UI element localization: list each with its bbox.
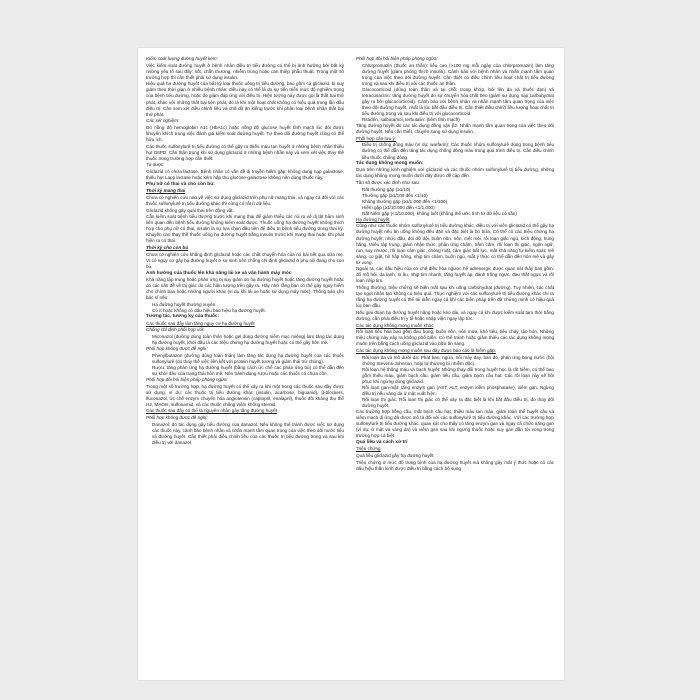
- list-item: • Rối loạn da và mô dưới da: Phát ban, ngứa, nổi mày đay, ban đỏ, phản ứng bọng nước (hội chứng Stevens-Johnson, hoại tử thượng bì nhiễm độc).: [362, 355, 554, 367]
- paragraph: Các thuốc sulfonylurê trị tiểu đường có thể gây ra thiếu máu tan huyết ở những bệnh nhân thiếu hụt G6PD. Cần thận trọng khi sử dụng gliclazid ở những bệnh nhân này và xem xét việc thay thế thuốc trong trường hợp cần thiết.: [146, 143, 344, 161]
- subsection-heading: Triệu chứng: [356, 446, 381, 452]
- list-item: • Rối loạn gan-mật: tăng enzym gan (AST, ALT, enzym kiềm phosphatase), viêm gan. Ngừng điều trị nếu vàng da ứ mật xuất hiện.: [362, 385, 554, 397]
- paragraph: Quá liều gliclazid gây hạ đường huyết.: [356, 453, 435, 459]
- bullet-list: [146, 334, 344, 346]
- list-item: • Glucocorticoid (dùng toàn thân và tại chỗ: trong khớp, bôi lên da và thuốc đạn) và tetracosactrin: tăng đường huyết do sự chuyển hóa chất béo (giảm sự dung nạp carbohydrat gây ra bởi glucocorticoid). Cảnh báo với bệnh nhân và nhấn mạnh tầm quan trọng của việc theo dõi đường huyết, nhất là lúc bắt đầu điều trị. Cần thiết điều chỉnh liều lượng hoạt chất trị tiểu đường trong và sau khi điều trị với glucocorticoid.: [362, 87, 554, 117]
- bullet-list: [146, 422, 344, 446]
- paragraph: Gliclazid có chứa lactose. Bệnh nhân có vấn đề di truyền hiếm gặp: không dung nạp galactose, thiếu hụt Lapp lactase hoặc kém hấp thu glucose-galactose không nên dùng thuốc này.: [146, 169, 344, 181]
- list-item: • Rối loạn thị giác: Rối loạn thị giác có thể xảy ra đặc biệt là khi bắt đầu điều trị, do thay đổi đường huyết.: [362, 397, 554, 409]
- list-item: • Chlorpromazin (thuốc an thần): liều cao (>100 mg mỗi ngày của chlorpromazin) làm tăng đường huyết (giảm phóng thích insulin). Cảnh báo với bệnh nhân và nhấn mạnh tầm quan trọng của việc theo dõi đường huyết. Cần thiết có điều chỉnh liều hoạt chất trị tiểu đường trong và sau khi điều trị với các thuốc an thần.: [362, 63, 554, 87]
- paragraph: Thông thường, triệu chứng sẽ biến mất sau khi uống carbohydrat (đường). Tuy nhiên, các chất tạo ngọt nhân tạo không có hiệu quả. Thực nghiệm với các sulfonylurê trị tiểu đường khác chỉ ra rằng hạ đường huyết có thể tái diễn ngay cả khi các biện pháp trên đã chứng minh có hiệu quả lúc ban đầu.: [356, 285, 554, 309]
- paragraph: Các trường hợp hồng cầu, mắt bạch cầu hạt, thiếu máu tan máu, giảm toàn thể huyết cầu và viêm mạch dị ứng đã được mô tả đối với các sulfonylurê trị tiểu đường khác. Với các trường hợp sulfonylurê trị tiểu đường khác, quan sát cho thấy có tăng enzym gan và ngay cả chức năng gan (vì dụ: ứ mật và vàng da) và viêm gan sau khi ngừng thuốc hoặc suy gan dẫn tới vong trong trường hợp cá biệt.: [356, 408, 554, 439]
- subsection-heading: Phối hợp không được đề nghị:: [146, 414, 208, 420]
- section-heading: Phụ nữ có thai và cho con bú:: [146, 181, 215, 187]
- paragraph: Gliclazid không gây quái thai trên động vật.: [146, 207, 234, 213]
- paragraph: Nếu giai đoạn hạ đường huyết nặng hoặc kéo dài, và ngay cả khi được kiểm soát tạm thời bằng đường, cần phải điều trị y tế hoặc nhập viện ngay lập tức.: [356, 309, 554, 321]
- bullet-list: [146, 302, 344, 314]
- paragraph: Tăng đường huyết do các tác dụng đồng vận β2. Nhấn mạnh tầm quan trọng của việc theo dõi đường huyết. Nếu cần thiết, chuyển sang sử dụng insulin.: [356, 123, 554, 135]
- left-column: [146, 56, 344, 672]
- list-item: • Rất thường gặp (≥1/10): [362, 187, 554, 193]
- list-item: • Phenylbutazon (đường dùng toàn thân) làm tăng tác dụng hạ đường huyết của các thuốc sulfonylurê (do thay thế việc liên kết với protein huyết tương và giảm thải trừ chúng).: [152, 353, 344, 365]
- bullet-list: [356, 187, 554, 217]
- list-item: • Hạ đường huyết thường xuyên.: [152, 302, 344, 308]
- paragraph: Tần số được xác định như sau:: [356, 179, 421, 185]
- paragraph: Hiệu quả hạ đường huyết của bất kỳ loại thuốc uống trị tiểu đường, bao gồm cả gliclazid, bị suy giảm theo thời gian ở nhiều bệnh nhân: điều này có thể là do sự tiến triển mức độ nghiêm trọng của bệnh tiểu đường, hoặc do giảm đáp ứng với điều trị. Hiện tượng này được gọi là thất bại thứ phát, khác với những thất bại tiên phát, đó là khi một hoạt chất không có hiệu quả trong lần đầu điều trị. Cần xem xét điều chỉnh liều và chế độ ăn kiêng trước khi phân loại bệnh nhân thất bại thứ phát.: [146, 81, 344, 117]
- bullet-list: [356, 355, 554, 409]
- paragraph: Dựa trên những kinh nghiệm với gliclazid và các thuốc nhóm sulfonylurê trị tiểu đường, những tác dụng không mong muốn dưới đây được đề cập đến.: [356, 167, 554, 179]
- subsection-heading: Phối hợp không được đề nghị:: [146, 346, 208, 352]
- right-column: [356, 56, 554, 672]
- paragraph: Trong một số trường hợp, hạ đường huyết có thể xảy ra khi một trong các thuốc sau đây được sử dụng, ví dụ: các thuốc trị tiểu đường khác (insulin, acarbose, biguanid), β-blockers, fluconazol, ức chế enzym chuyển hóa angiotensin (captopril, enalapril), thuốc đối kháng thụ thể H2, MAOIs, sulfonamid, và các thuốc chống viêm không steroid.: [146, 383, 344, 407]
- bullet-list: [356, 63, 554, 123]
- paragraph: Chưa có nghiên cứu khẳng định gliclazid hoặc các chất chuyển hóa của nó bài tiết qua sữa mẹ. Vì có nguy cơ gây hạ đường huyết ở sơ sinh nên chống chỉ định gliclazid ở phụ nữ đang cho con bú.: [146, 251, 344, 269]
- list-item: • Không thường gặp (≥1/1.000 đến <1/100): [362, 199, 554, 205]
- leaflet-page: [138, 48, 564, 680]
- section-heading: Ảnh hưởng của thuốc lên khả năng lái xe và vận hành máy móc: [146, 270, 292, 276]
- subsection-heading: Phối hợp cần lưu ý:: [356, 135, 397, 141]
- bullet-list: [356, 142, 554, 160]
- subsection-heading: Các tác dụng không mong muốn khác: [356, 322, 434, 328]
- subsection-heading: Các tác dụng không mong muốn sau đây được báo cáo là hiếm gặp:: [356, 347, 496, 353]
- list-item: • Rất hiếm gặp (<1/10.000), không biết (không thể ước tính từ dữ liệu có sẵn): [362, 211, 554, 217]
- section-heading: Tương tác, tương kỵ của thuốc:: [146, 314, 220, 320]
- list-item: • Ritodrin, salbutamol, terbutalin: (tiêm tĩnh mạch): [362, 117, 554, 123]
- subsection-heading: Các xét nghiệm:: [146, 118, 180, 124]
- list-item: • Rượu: tăng phản ứng hạ đường huyết (bằng cách ức chế các phản ứng bù) có thể dẫn đến sự khởi đầu của trạng thái hôn mê. Nên tránh dùng rượu hoặc các thuốc có chứa cồn.: [152, 365, 344, 377]
- paragraph: Cần kiểm soát bệnh tiểu đường trước khi mang thai để giảm thiểu các rủi ro về dị tật bẩm sinh liên quan đến bệnh tiểu đường không kiểm soát được. Thuốc uống hạ đường huyết không thích hợp cho phụ nữ có thai, insulin là sự lựa chọn đầu tiên để điều trị bệnh tiểu đường trong thai kỳ. Khuyến cáo thay thế thuốc uống hạ đường huyết bằng insulin trước khi mang thai hoặc khi phát hiện ra có thai.: [146, 214, 344, 244]
- paragraph: Triệu chứng ở mức độ trung bình của hạ đường huyết mà không gây mất ý thức hoặc có các dấu hiệu thần kinh được điều trị bằng cách bổ sung: [356, 459, 554, 471]
- list-item: • Điều trị chống đông máu (ví dụ: warfarin): Các thuốc nhóm sulfonylurê dùng trong bệnh tiểu đường có thể dẫn đến tăng tác dụng chống đông máu trong quá trình điều trị. Cần điều chỉnh liều thuốc chống đông.: [362, 142, 554, 160]
- section-heading: Tác dụng không mong muốn:: [356, 160, 424, 166]
- paragraph: Ngoài ra, các dấu hiệu của cơ chế điều hòa ngược hệ adrenergic được quan sát thấy bao gồm: đổ mồ hôi, da lạnh, lo âu, nhịp tim nhanh, tăng huyết áp, đánh trống ngực, đau thắt ngực và rối loạn nhịp tim.: [356, 266, 554, 284]
- subsection-heading: Các thuốc sau đây có thể là nguyên nhân gây tăng đường huyết: [146, 408, 277, 414]
- list-item: • Danazol: do tác dụng gây tiểu đường của danazol. Nếu không thể tránh được việc sử dụng các thuốc này, cảnh báo bệnh nhân và nhấn mạnh tầm quan trọng của việc theo dõi nước tiểu và đường huyết. Cần thiết phải điều chỉnh liều của các thuốc trị tiểu đường trong và sau khi điều trị với danazol.: [152, 422, 344, 446]
- subsection-heading: Thời kỳ mang thai: [146, 188, 186, 194]
- list-item: • Thường gặp (≥1/100 đến <1/10): [362, 193, 554, 199]
- list-item: • Hiếm gặp (≥1/10.000 đến <1/1.000): [362, 205, 554, 211]
- paragraph: Đo nồng độ hemoglobin A1c (HbA1c) hoặc nồng độ glucose huyết tĩnh mạch lúc đói được khuyến khích trong việc đánh giá kiểm soát đường huyết. Tự theo dõi đường huyết cũng có thể hữu ích.: [146, 124, 344, 142]
- section-heading: Quá liều và cách xử trí: [356, 439, 408, 445]
- list-item: • Miconazol (đường dùng toàn thân hoặc gel dùng đường niêm mạc miệng) làm tăng tác dụng hạ đường huyết, khởi đầu là các triệu chứng hạ đường huyết hoặc có thể gây hôn mê.: [152, 334, 344, 346]
- subsection-heading: Các thuốc sau đây làm tăng nguy cơ hạ đường huyết: [146, 320, 255, 326]
- paragraph: Chưa có nghiên cứu nào về việc sử dụng gliclazid trên phụ nữ mang thai, và ngay cả đối với các thuốc sulfonylurê trị tiểu đường khác thì cũng có rất ít dữ liệu.: [146, 194, 344, 207]
- paragraph: Việc kiểm soát đường huyết ở bệnh nhân điều trị tiểu đường có thể bị ảnh hưởng bởi bất kỳ những yếu tố sau đây: sốt, chấn thương, nhiễm trùng hoặc can thiệp phẫu thuật. Trong một số trường hợp thì cần thiết phải sử dụng insulin.: [146, 62, 344, 80]
- bullet-list: [146, 353, 344, 377]
- subsection-heading: Kiểm soát lượng đường huyết kém:: [146, 56, 218, 61]
- paragraph: Cũng như các thuốc nhóm sulfonylurê trị tiểu đường khác, điều trị với viên gliclazid có thể gây hạ đường huyết nếu ăn uống không đều đặn và đặc biệt là bỏ bữa. Có thể có các triệu chứng hạ đường huyết: nhức đầu, đói dữ dội, buồn nôn, nôn, mệt mỏi, rối loạn giấc ngủ, kích động, hung hăng, thiếu tập trung, giảm nhận thức, phản ứng chậm, trầm cảm, rối loạn thị giác, ngôn ngữ, run, suy nhược, rối loạn cảm giác, chóng mặt, cảm giác bất lực, mất khả năng tự kiểm soát, mê sảng, co giật, hô hấp nông, nhịp tim chậm, buồn ngủ, mất ý thức có thể dẫn đến hôn mê và gây tử vong.: [356, 223, 554, 265]
- list-item: • Có ít hoặc không có dấu hiệu báo hiệu hạ đường huyết.: [152, 308, 344, 314]
- list-item: • Rối loạn hệ thống máu và bạch huyết: Những thay đổi trong huyết học là rất hiếm, có thể bao gồm thiếu máu, giảm bạch cầu, giảm tiểu cầu, giảm bạch cầu hạt. Các rối loạn này sẽ hồi phục khi ngừng dùng gliclazid.: [362, 367, 554, 385]
- paragraph: Khả năng tập trung hoặc phản ứng bị suy giảm do hạ đường huyết hoặc tăng đường huyết hoặc do các vấn đề về thị giác do các hiện tượng trên gây ra. Hãy nhớ rằng bạn có thể gây nguy hiểm cho chính bạn hoặc những người khác (ví dụ khi lái xe hoặc sử dụng máy móc). Thông báo cho bác sĩ nếu:: [146, 277, 344, 301]
- subsection-heading: Hạ đường huyết: [356, 216, 390, 222]
- subsection-heading: Phối hợp đòi hỏi biện pháp phòng ngừa:: [146, 376, 228, 382]
- subsection-heading: Thời kỳ cho con bú: [146, 245, 189, 251]
- subsection-heading: Tá dược:: [146, 162, 165, 168]
- subsection-heading: Chống chỉ định phối hợp với:: [146, 327, 205, 333]
- subsection-heading: Phối hợp đòi hỏi biện pháp phòng ngừa:: [356, 56, 438, 61]
- paragraph: Rối loạn tiêu hóa bao gồm đau bụng, buồn nôn, nôn mửa, khó tiêu, tiêu chảy, táo bón. Những triệu chứng này xảy ra không phổ biến. Có thể tránh hoặc giảm thiểu các tác dụng không mong muốn trên bằng cách uống gliclazid vào bữa ăn sáng.: [356, 329, 554, 347]
